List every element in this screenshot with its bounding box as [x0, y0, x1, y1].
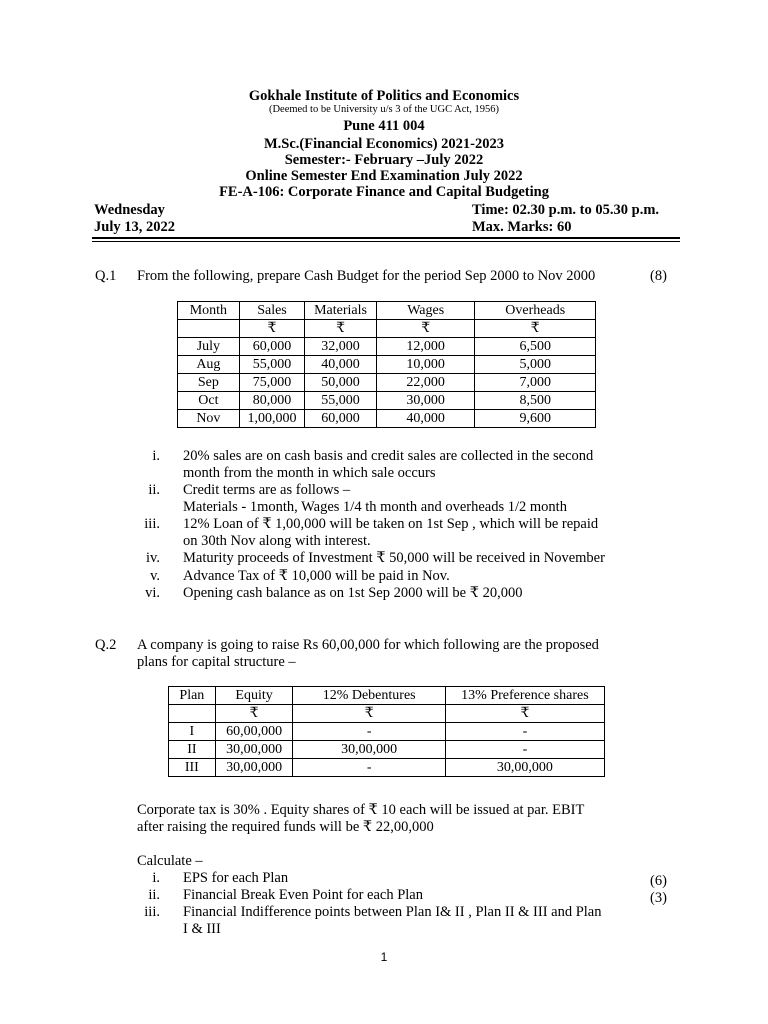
table-cell: 40,000 — [376, 410, 475, 428]
table-cell: 10,000 — [376, 356, 475, 374]
table-cell: 55,000 — [239, 356, 304, 374]
table-cell: 30,000 — [376, 392, 475, 410]
q2-tax-line-2: after raising the required funds will be ₹ 22,00,000 — [137, 819, 434, 835]
table-cell: July — [178, 338, 240, 356]
table-cell: - — [445, 723, 604, 741]
table-cell: Oct — [178, 392, 240, 410]
rupee-icon: ₹ — [215, 705, 293, 723]
table-cell: Nov — [178, 410, 240, 428]
table-cell: 60,00,000 — [215, 723, 293, 741]
table-cell: 80,000 — [239, 392, 304, 410]
table-row — [178, 392, 596, 410]
q2-line-1: A company is going to raise Rs 60,00,000 for which following are the proposed — [137, 637, 599, 653]
table-row — [178, 338, 596, 356]
q2-item-1-line-1: EPS for each Plan — [183, 870, 289, 886]
q2-item-2-marks: (3) — [650, 890, 667, 906]
q1-table-unit-row — [178, 320, 596, 338]
q2-number: Q.2 — [95, 637, 117, 653]
rupee-icon: ₹ — [376, 320, 475, 338]
semester-line: Semester:- February –July 2022 — [284, 152, 484, 168]
q1-item-1-line-1: 20% sales are on cash basis and credit sales are collected in the second — [183, 448, 594, 464]
header-rule-thick — [92, 237, 680, 239]
table-cell: 7,000 — [475, 374, 596, 392]
table-cell: 30,00,000 — [215, 741, 293, 759]
table-cell: - — [293, 759, 445, 777]
table-cell: 55,000 — [305, 392, 377, 410]
table-row — [169, 741, 605, 759]
max-marks: Max. Marks: 60 — [472, 219, 572, 235]
q1-table — [177, 301, 596, 428]
table-cell: 30,00,000 — [445, 759, 604, 777]
q1-th-sales: Sales — [239, 302, 304, 320]
table-cell: 8,500 — [475, 392, 596, 410]
q2-th-plan: Plan — [169, 687, 216, 705]
q1-th-overheads: Overheads — [475, 302, 596, 320]
rupee-icon: ₹ — [293, 705, 445, 723]
q1-item-1-num: i. — [152, 448, 160, 464]
table-cell: 40,000 — [305, 356, 377, 374]
table-cell: 30,00,000 — [293, 741, 445, 759]
table-cell: 12,000 — [376, 338, 475, 356]
q1-marks: (8) — [650, 268, 667, 284]
q2-line-2: plans for capital structure – — [137, 654, 296, 670]
table-cell: 75,000 — [239, 374, 304, 392]
q2-th-debentures: 12% Debentures — [293, 687, 445, 705]
table-row — [169, 723, 605, 741]
rupee-icon: ₹ — [305, 320, 377, 338]
q2-calculate: Calculate – — [137, 853, 203, 869]
table-cell: - — [445, 741, 604, 759]
q2-table-unit-row — [169, 705, 605, 723]
q2-tax-line-1: Corporate tax is 30% . Equity shares of ₹ 10 each will be issued at par. EBIT — [137, 802, 585, 818]
q2-th-preference: 13% Preference shares — [445, 687, 604, 705]
table-row — [178, 410, 596, 428]
table-cell — [169, 705, 216, 723]
q2-item-3-num: iii. — [144, 904, 160, 920]
exam-time: Time: 02.30 p.m. to 05.30 p.m. — [472, 202, 660, 218]
q2-item-3-line-1: Financial Indifference points between Plan I& II , Plan II & III and Plan — [183, 904, 602, 920]
q1-item-6-num: vi. — [145, 585, 160, 601]
q2-item-2-line-1: Financial Break Even Point for each Plan — [183, 887, 423, 903]
q1-item-5-num: v. — [150, 568, 160, 584]
q1-item-3-num: iii. — [144, 516, 160, 532]
table-row — [178, 374, 596, 392]
q1-th-month: Month — [178, 302, 240, 320]
table-cell: - — [293, 723, 445, 741]
table-cell: Aug — [178, 356, 240, 374]
q1-item-2-line-2: Materials - 1month, Wages 1/4 th month and overheads 1/2 month — [183, 499, 567, 515]
q2-th-equity: Equity — [215, 687, 293, 705]
table-row — [178, 356, 596, 374]
header-rule-thin — [92, 241, 680, 242]
q1-th-materials: Materials — [305, 302, 377, 320]
exam-date: July 13, 2022 — [94, 219, 175, 235]
q1-table-header-row — [178, 302, 596, 320]
table-cell: 1,00,000 — [239, 410, 304, 428]
q1-item-6-line-1: Opening cash balance as on 1st Sep 2000 will be ₹ 20,000 — [183, 585, 523, 601]
q2-table-header-row — [169, 687, 605, 705]
q1-item-3-line-2: on 30th Nov along with interest. — [183, 533, 371, 549]
deemed-note: (Deemed to be University u/s 3 of the UGC Act, 1956) — [268, 104, 500, 115]
exam-line: Online Semester End Examination July 2022 — [245, 168, 523, 184]
table-cell: II — [169, 741, 216, 759]
q1-item-4-line-1: Maturity proceeds of Investment ₹ 50,000 will be received in November — [183, 550, 605, 566]
q2-item-1-num: i. — [152, 870, 160, 886]
course-line: FE-A-106: Corporate Finance and Capital Budgeting — [219, 184, 549, 200]
q1-item-1-line-2: month from the month in which sale occurs — [183, 465, 436, 481]
rupee-icon: ₹ — [445, 705, 604, 723]
table-cell: 50,000 — [305, 374, 377, 392]
q1-item-2-num: ii. — [148, 482, 160, 498]
table-cell: 9,600 — [475, 410, 596, 428]
rupee-icon: ₹ — [475, 320, 596, 338]
q1-item-3-line-1: 12% Loan of ₹ 1,00,000 will be taken on 1st Sep , which will be repaid — [183, 516, 599, 532]
table-cell: 60,000 — [305, 410, 377, 428]
table-cell: 22,000 — [376, 374, 475, 392]
q1-th-wages: Wages — [376, 302, 475, 320]
exam-day: Wednesday — [94, 202, 165, 218]
table-cell: 30,00,000 — [215, 759, 293, 777]
table-cell: III — [169, 759, 216, 777]
table-cell: 32,000 — [305, 338, 377, 356]
q2-item-3-line-2: I & III — [183, 921, 221, 937]
program-line: M.Sc.(Financial Economics) 2021-2023 — [263, 136, 505, 152]
rupee-icon: ₹ — [239, 320, 304, 338]
table-cell: I — [169, 723, 216, 741]
q2-item-1-marks: (6) — [650, 873, 667, 889]
table-cell: 6,500 — [475, 338, 596, 356]
q1-item-5-line-1: Advance Tax of ₹ 10,000 will be paid in Nov. — [183, 568, 450, 584]
q1-number: Q.1 — [95, 268, 117, 284]
table-cell: Sep — [178, 374, 240, 392]
page-number: 1 — [380, 950, 388, 964]
table-cell: 5,000 — [475, 356, 596, 374]
table-row — [169, 759, 605, 777]
table-cell — [178, 320, 240, 338]
q2-item-2-num: ii. — [148, 887, 160, 903]
q2-table — [168, 686, 605, 777]
q1-item-2-line-1: Credit terms are as follows – — [183, 482, 351, 498]
institute-name: Gokhale Institute of Politics and Economics — [248, 88, 520, 104]
city-line: Pune 411 004 — [343, 118, 425, 134]
q1-text: From the following, prepare Cash Budget for the period Sep 2000 to Nov 2000 — [137, 268, 596, 284]
q1-item-4-num: iv. — [146, 550, 160, 566]
table-cell: 60,000 — [239, 338, 304, 356]
